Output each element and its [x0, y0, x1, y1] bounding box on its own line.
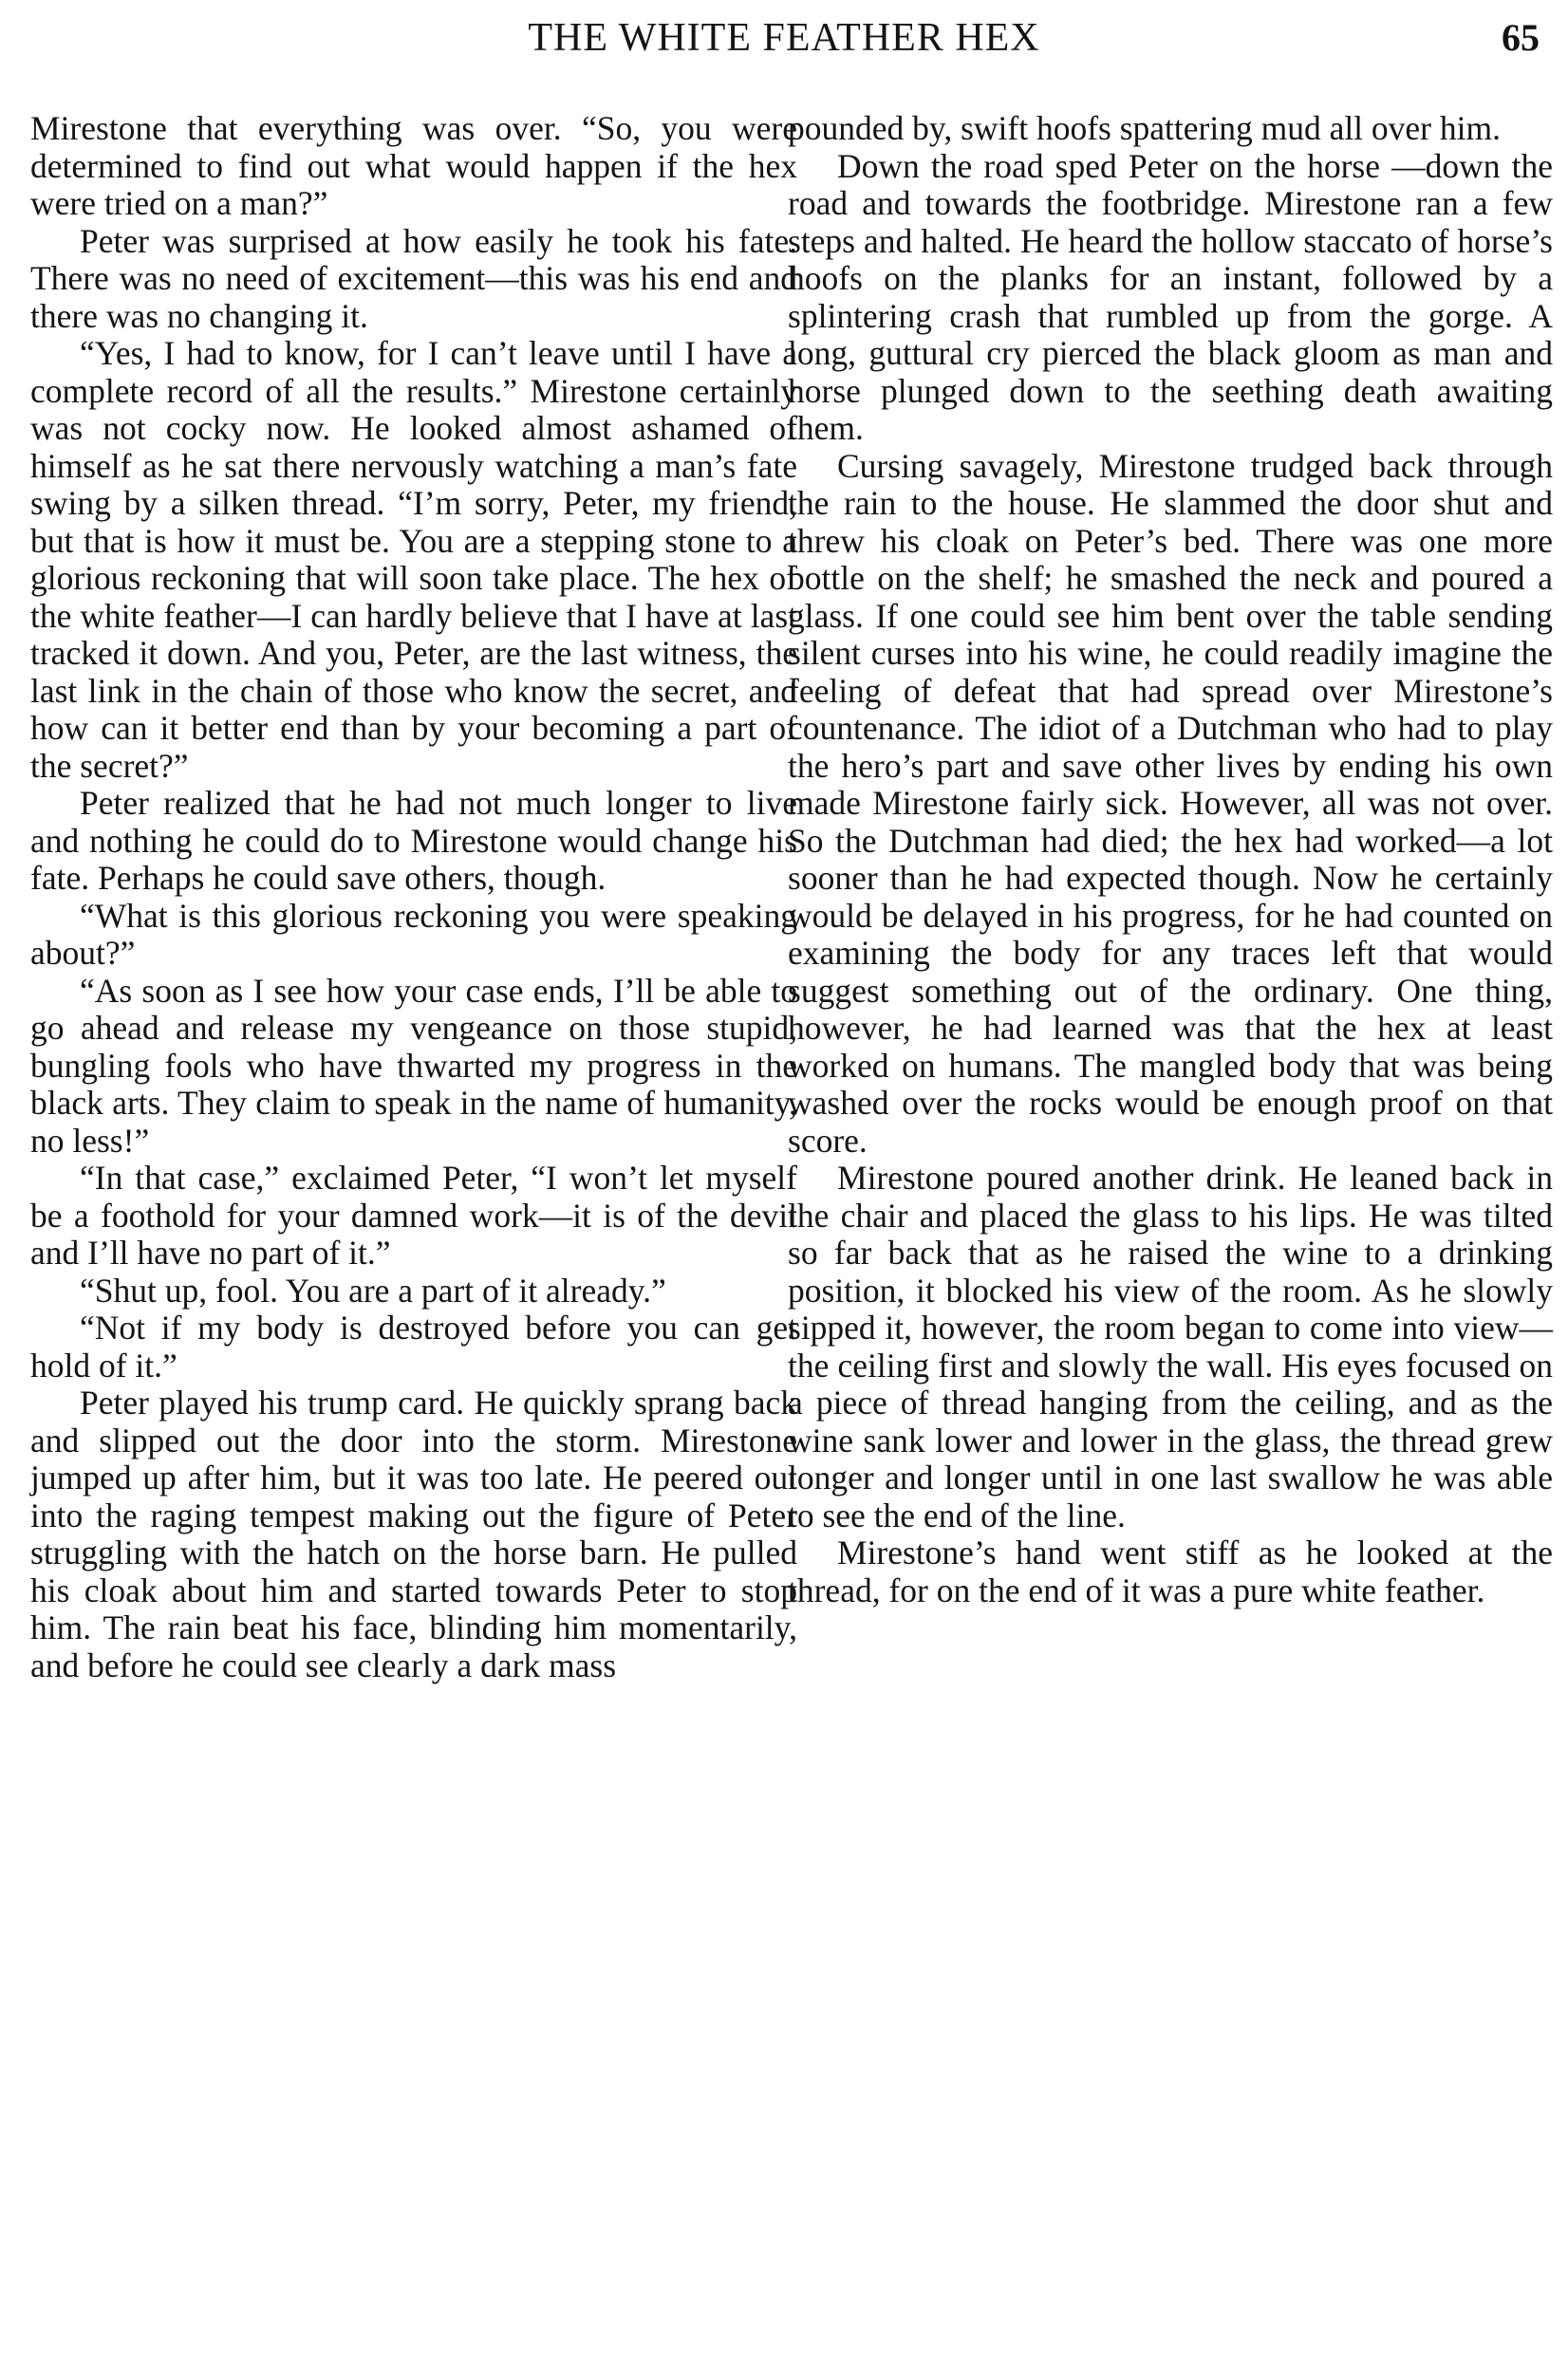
paragraph: “What is this glorious reckoning you were speaking about?” [30, 896, 797, 972]
left-column [30, 110, 797, 1684]
paragraph: “In that case,” exclaimed Peter, “I won’t let myself be a foothold for your damned work—it is of the devil and I’ll have no part of it.” [30, 1159, 797, 1272]
paragraph: Mirestone that everything was over. “So, you were determined to find out what would happen if the hex were tried on a man?” [30, 109, 797, 222]
paragraph: “Yes, I had to know, for I can’t leave until I have a complete record of all the results.” Mirestone certainly was not cocky now. He looked almost ashamed of himself as he sat there nervously watching a man’s fate swing by a silken thread. “I’m sorry, Peter, my friend, but that is how it must be. You are a stepping stone to a glorious reckoning that will soon take place. The hex of the white feather—I can hardly believe that I have at last tracked it down. And you, Peter, are the last witness, the last link in the chain of those who know the secret, and how can it better end than by your becoming a part of the secret?” [30, 334, 797, 785]
paragraph: “As soon as I see how your case ends, I’ll be able to go ahead and release my vengeance on those stupid, bungling fools who have thwarted my progress in the black arts. They claim to speak in the name of humanity, no less!” [30, 971, 797, 1160]
page-number: 65 [1502, 16, 1540, 59]
running-header [0, 9, 1568, 66]
paragraph: Peter was surprised at how easily he took his fate. There was no need of excitement—this was his end and there was no changing it. [30, 221, 797, 335]
paragraph: Mirestone’s hand went stiff as he looked at the thread, for on the end of it was a pure white feather. [788, 1534, 1553, 1609]
paragraph: Mirestone poured another drink. He leaned back in the chair and placed the glass to his lips. He was tilted so far back that as he raised the wine to a drinking position, it blocked his view of the room. As he slowly sipped it, however, the room began to come into view—the ceiling first and slowly the wall. His eyes focused on a piece of thread hanging from the ceiling, and as the wine sank lower and lower in the glass, the thread grew longer and longer until in one last swallow he was able to see the end of the line. [788, 1159, 1553, 1534]
page-title: THE WHITE FEATHER HEX [528, 16, 1040, 60]
paragraph: Down the road sped Peter on the horse —down the road and towards the footbridge. Mirestone ran a few steps and halted. He heard the hollow staccato of horse’s hoofs on the planks for an instant, followed by a splintering crash that rumbled up from the gorge. A long, guttural cry pierced the black gloom as man and horse plunged down to the seething death awaiting them. [788, 146, 1553, 447]
paragraph: Cursing savagely, Mirestone trudged back through the rain to the house. He slammed the door shut and threw his cloak on Peter’s bed. There was one more bottle on the shelf; he smashed the neck and poured a glass. If one could see him bent over the table sending silent curses into his wine, he could readily imagine the feeling of defeat that had spread over Mirestone’s countenance. The idiot of a Dutchman who had to play the hero’s part and save other lives by ending his own made Mirestone fairly sick. However, all was not over. So the Dutchman had died; the hex had worked—a lot sooner than he had expected though. Now he certainly would be delayed in his progress, for he had counted on examining the body for any traces left that would suggest something out of the ordinary. One thing, however, he had learned was that the hex at least worked on humans. The mangled body that was being washed over the rocks would be enough proof on that score. [788, 446, 1553, 1160]
paragraph: “Not if my body is destroyed before you can get hold of it.” [30, 1309, 797, 1385]
right-column [788, 110, 1553, 1609]
paragraph: pounded by, swift hoofs spattering mud all over him. [788, 109, 1501, 147]
paragraph: Peter played his trump card. He quickly sprang back and slipped out the door into the storm. Mirestone jumped up after him, but it was too late. He peered out into the raging tempest making out the figure of Peter struggling with the hatch on the horse barn. He pulled his cloak about him and started towards Peter to stop him. The rain beat his face, blinding him momentarily, and before he could see clearly a dark mass [30, 1384, 797, 1684]
paragraph: Peter realized that he had not much longer to live and nothing he could do to Mirestone would change his fate. Perhaps he could save others, though. [30, 784, 797, 897]
paragraph: “Shut up, fool. You are a part of it already.” [80, 1271, 666, 1310]
